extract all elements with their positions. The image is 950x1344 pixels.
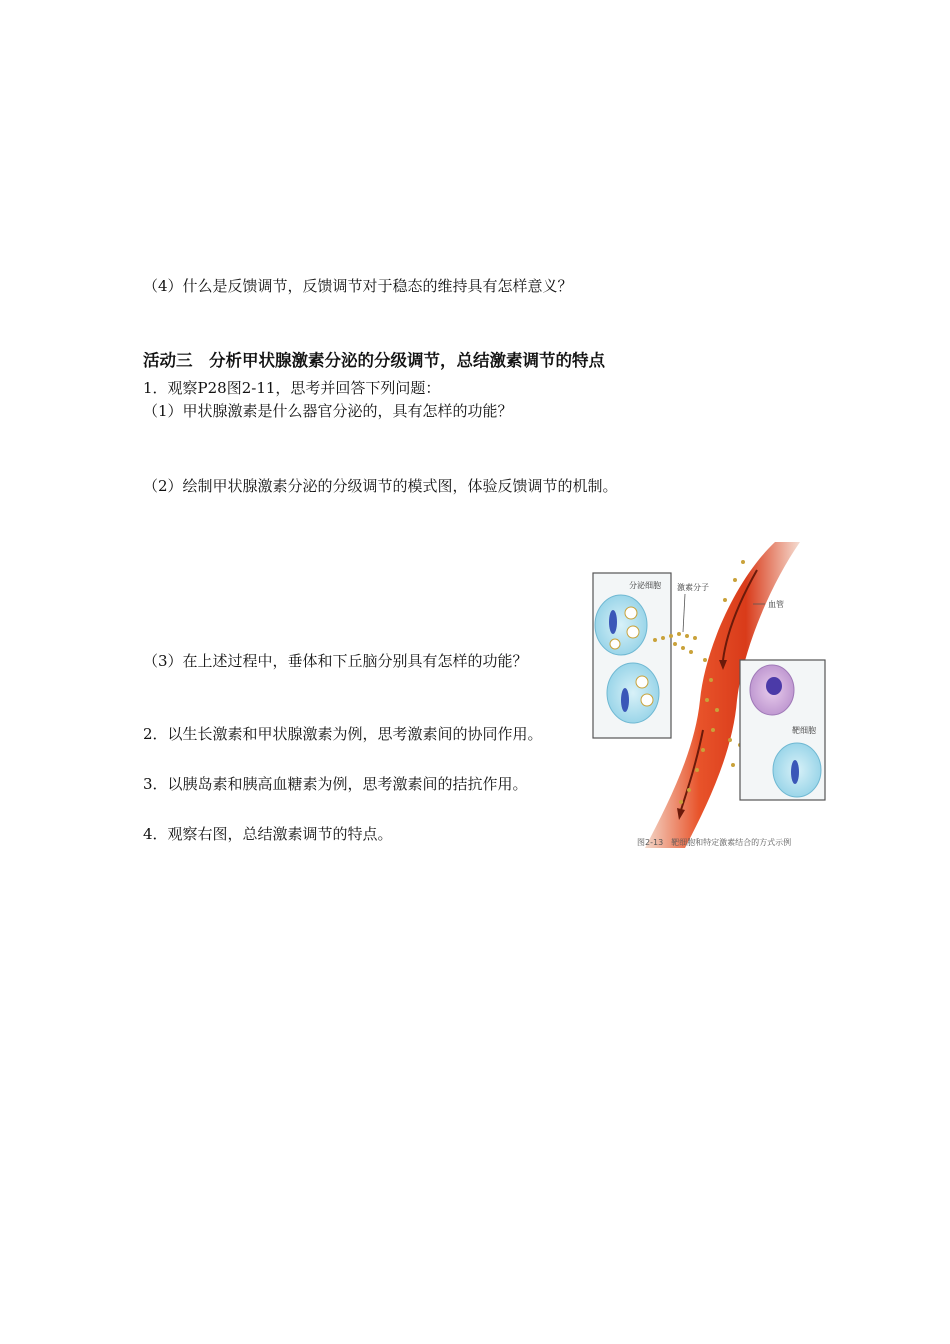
item-3: 3．以胰岛素和胰高血糖素为例，思考激素间的拮抗作用。 [143, 775, 528, 793]
figure-illustration [585, 540, 830, 850]
secretory-cell-2 [607, 663, 659, 723]
secretory-cell-1 [595, 595, 647, 655]
label-target-cell: 靶细胞 [792, 726, 816, 735]
item-2: 2．以生长激素和甲状腺激素为例，思考激素间的协同作用。 [143, 725, 543, 743]
item-1-sub-2: （2）绘制甲状腺激素分泌的分级调节的模式图，体验反馈调节的机制。 [143, 477, 618, 495]
label-secretory-cell: 分泌细胞 [629, 581, 661, 590]
hormone-target-cell-figure [585, 540, 830, 850]
activity-3-title: 活动三 分析甲状腺激素分泌的分级调节，总结激素调节的特点 [143, 351, 605, 370]
question-4-feedback: （4）什么是反馈调节，反馈调节对于稳态的维持具有怎样意义？ [143, 277, 573, 295]
label-blood-vessel: 血管 [768, 600, 784, 609]
label-hormone-molecule: 激素分子 [677, 583, 709, 592]
item-4: 4．观察右图，总结激素调节的特点。 [143, 825, 393, 843]
item-1-sub-3: （3）在上述过程中，垂体和下丘脑分别具有怎样的功能？ [143, 652, 528, 670]
item-1-sub-1: （1）甲状腺激素是什么器官分泌的，具有怎样的功能？ [143, 402, 513, 420]
item-1: 1．观察P28图2-11，思考并回答下列问题： [143, 379, 441, 397]
figure-caption: 图2-13 靶细胞和特定激素结合的方式示例 [637, 838, 792, 847]
